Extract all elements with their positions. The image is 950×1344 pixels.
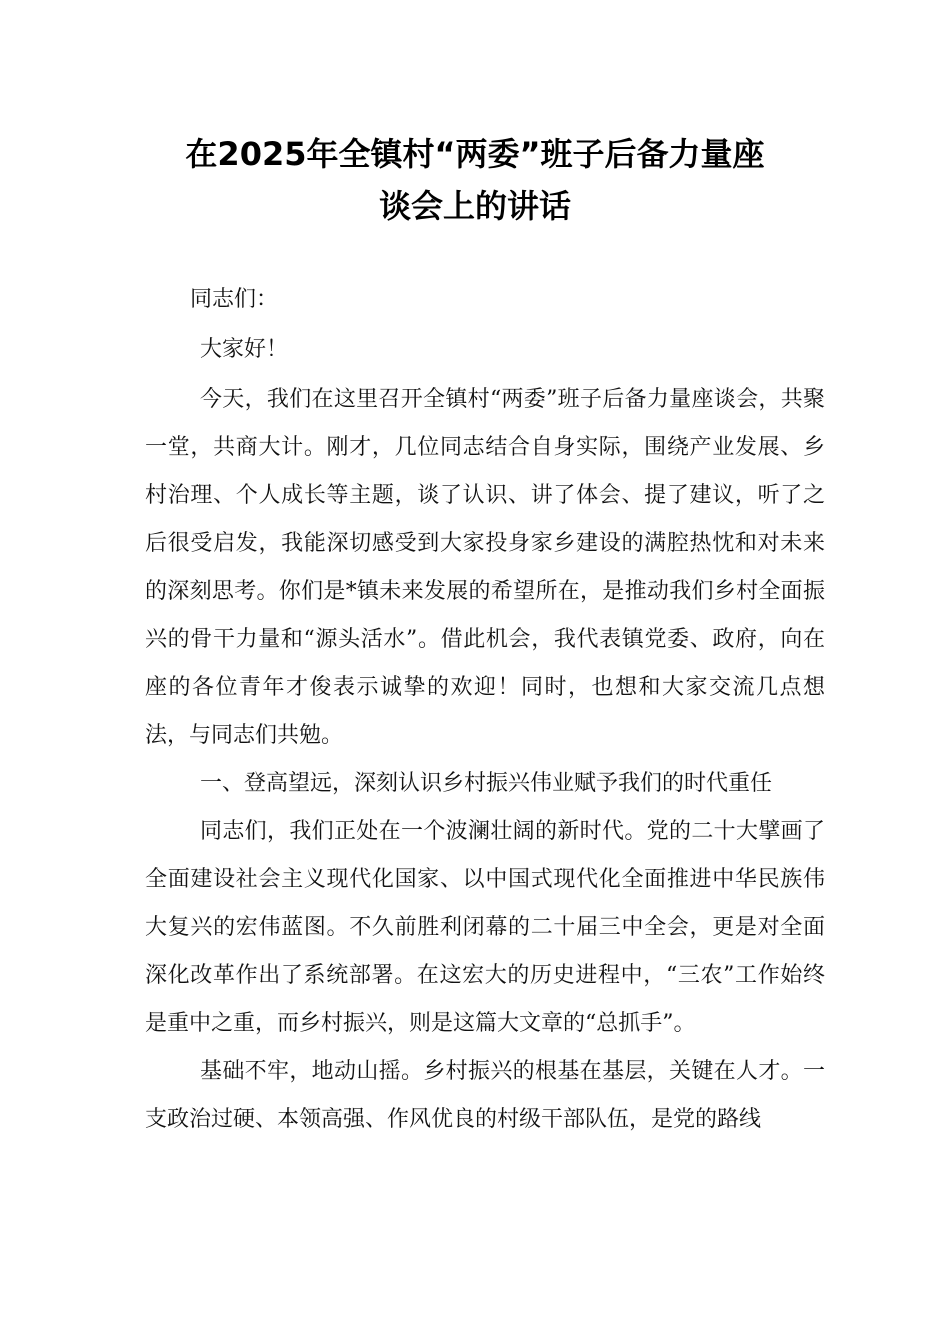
document-body xyxy=(145,376,825,1144)
paragraph-opening: 今天，我们在这里召开全镇村“两委”班子后备力量座谈会，共聚一堂，共商大计。刚才，几位同志结合自身实际，围绕产业发展、乡村治理、个人成长等主题，谈了认识、讲了体会、提了建议，听了之后很受启发，我能深切感受到大家投身家乡建设的满腔热忱和对未来的深刻思考。你们是*镇未来发展的希望所在，是推动我们乡村全面振兴的骨干力量和“源头活水”。借此机会，我代表镇党委、政府，向在座的各位青年才俊表示诚挚的欢迎！同时，也想和大家交流几点想法，与同志们共勉。 xyxy=(145,387,825,748)
greeting: 大家好！ xyxy=(200,337,289,362)
paragraph-era: 同志们，我们正处在一个波澜壮阔的新时代。党的二十大擘画了全面建设社会主义现代化国家、以中国式现代化全面推进中华民族伟大复兴的宏伟蓝图。不久前胜利闭幕的二十届三中全会，更是对全面深化改革作出了系统部署。在这宏大的历史进程中，“三农”工作始终是重中之重，而乡村振兴，则是这篇大文章的“总抓手”。 xyxy=(145,819,825,1036)
section-heading-1: 一、登高望远，深刻认识乡村振兴伟业赋予我们的时代重任 xyxy=(200,771,773,796)
document-title-line-2: 谈会上的讲话 xyxy=(378,187,571,225)
paragraph-foundation: 基础不牢，地动山摇。乡村振兴的根基在基层，关键在人才。一支政治过硬、本领高强、作风优良的村级干部队伍，是党的路线 xyxy=(145,1059,825,1132)
document-title-line-1: 在2025年全镇村“两委”班子后备力量座 xyxy=(185,135,765,173)
salutation: 同志们： xyxy=(190,287,279,312)
